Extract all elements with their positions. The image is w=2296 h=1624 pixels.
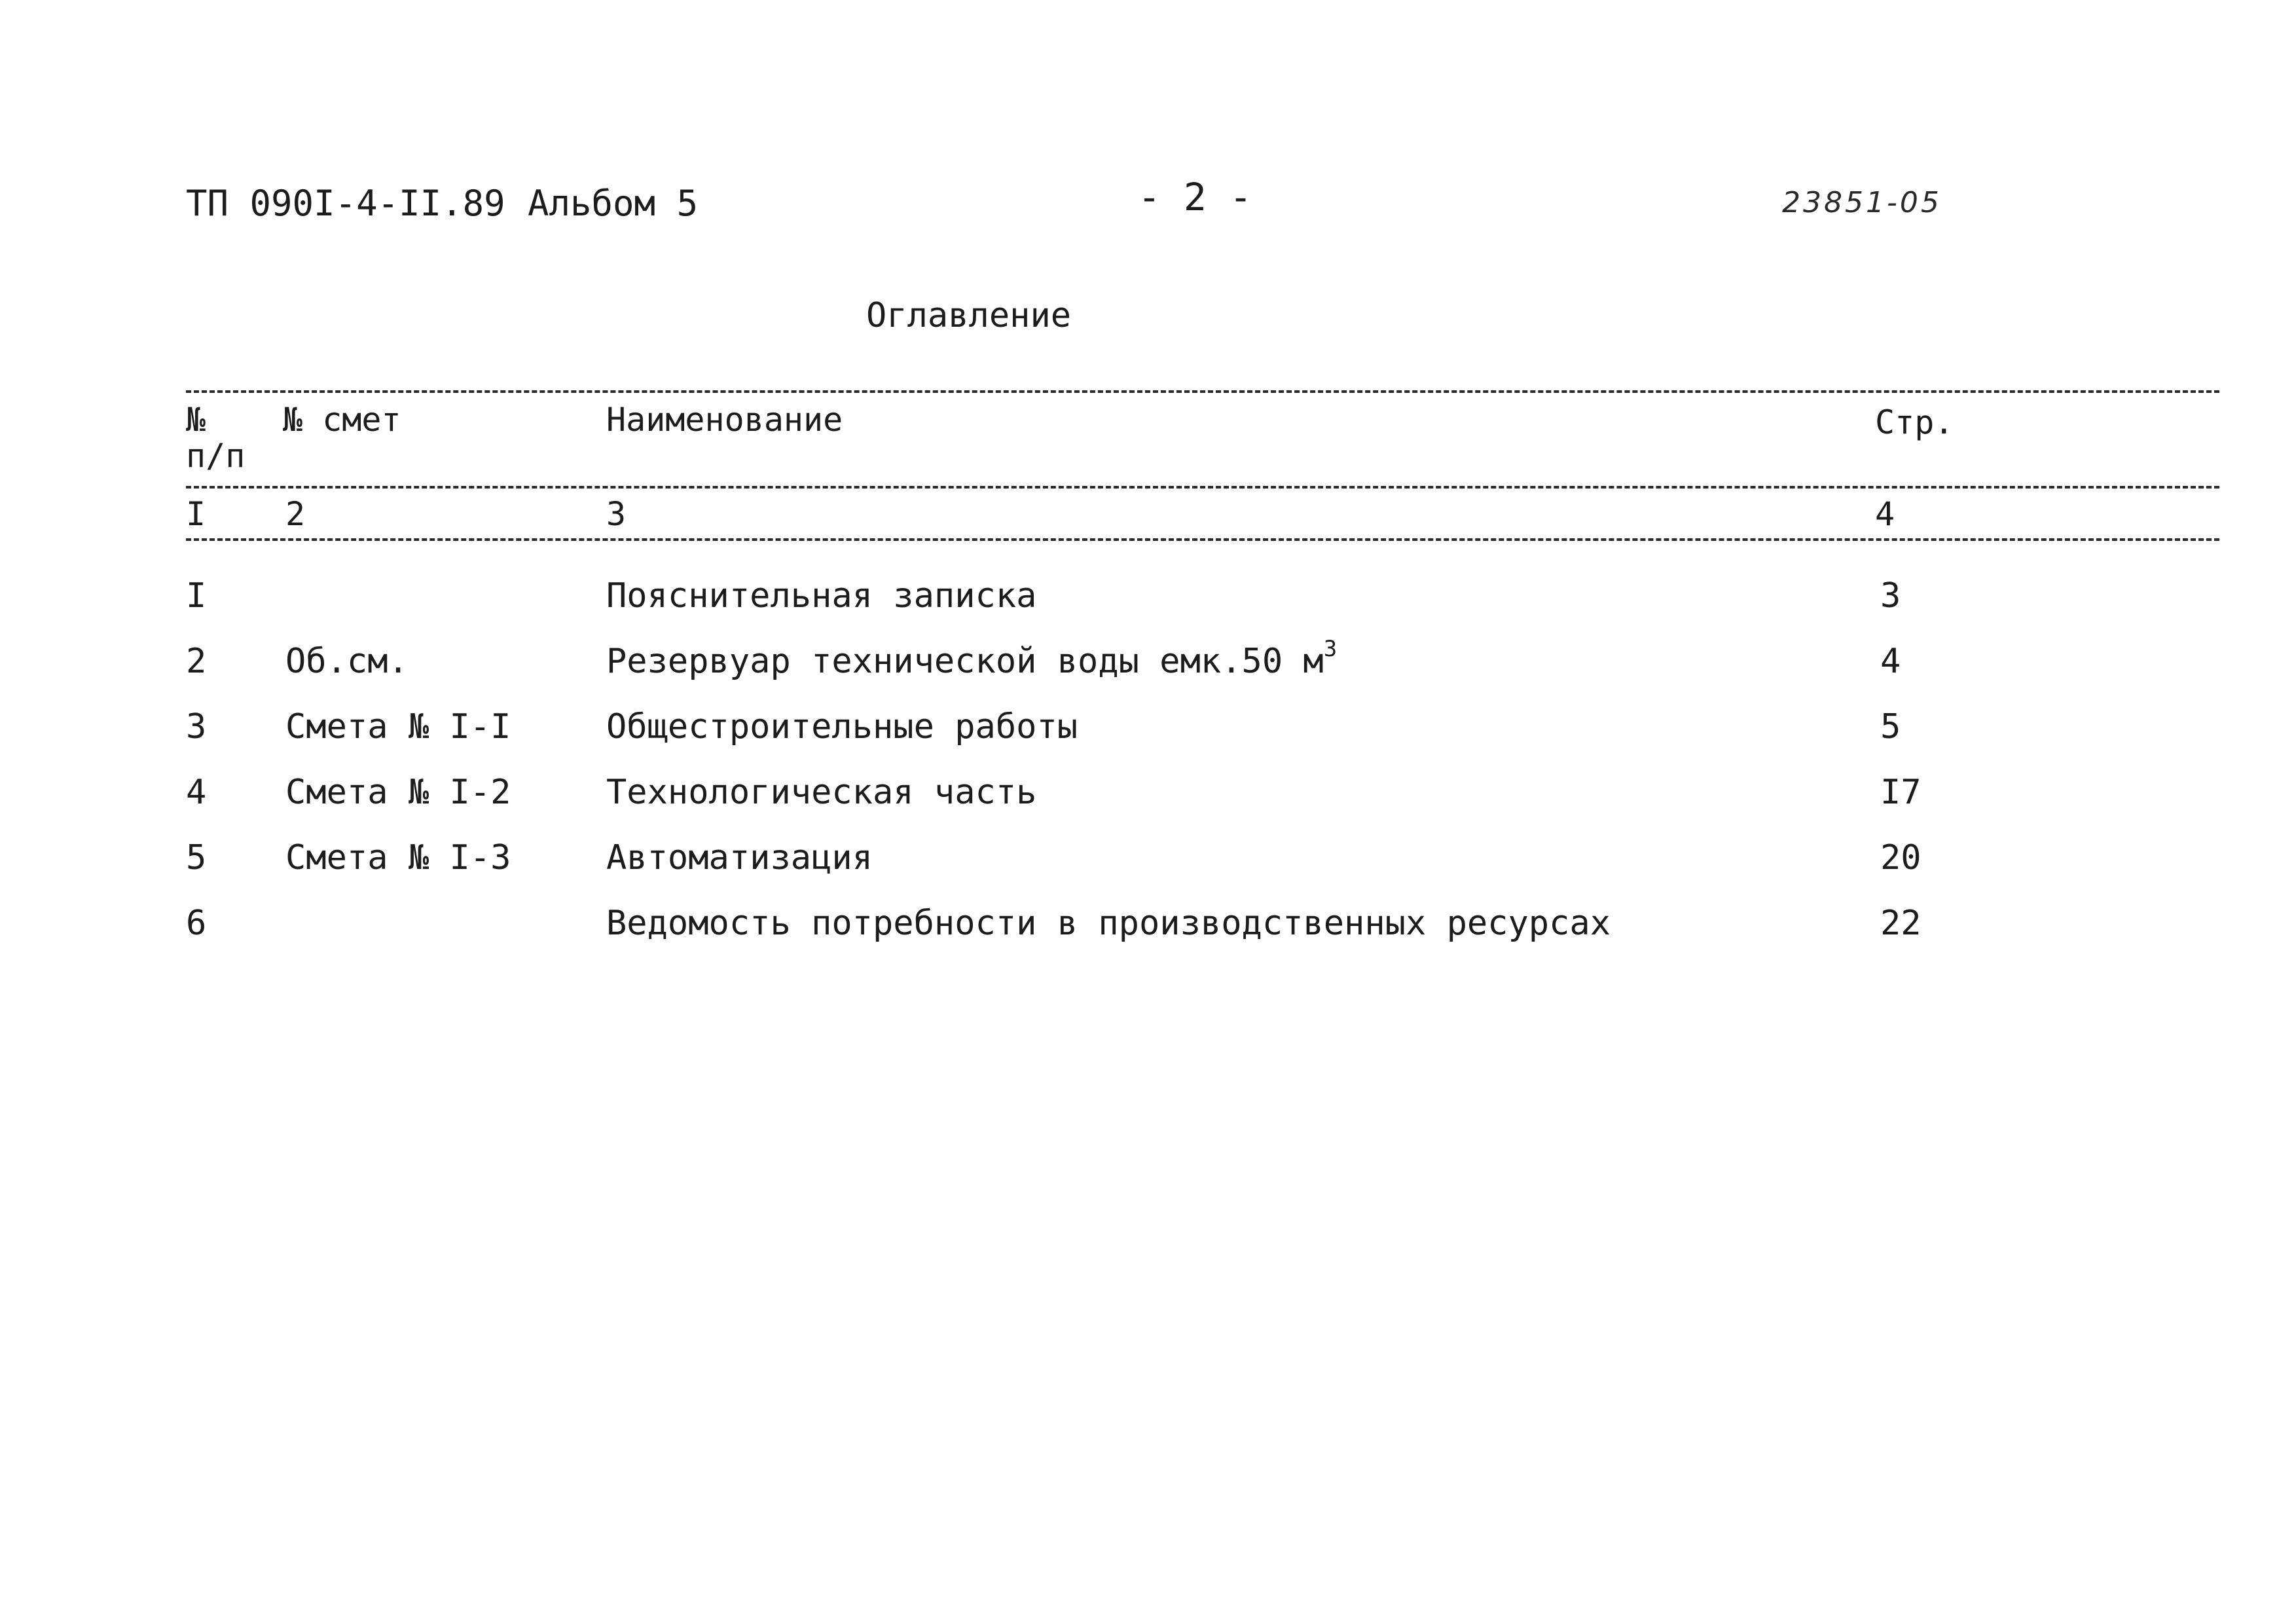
header-page: Стр. — [1875, 403, 1954, 441]
column-number-2: 2 — [285, 495, 306, 533]
row-page: 20 — [1880, 838, 1922, 877]
row-name — [606, 838, 873, 877]
header-estimate: № смет — [283, 401, 401, 439]
page-number: - 2 - — [1138, 175, 1252, 219]
row-page: 22 — [1880, 904, 1922, 943]
row-num: 2 — [186, 642, 207, 681]
header-num-line1: № — [186, 401, 206, 439]
row-estimate: Смета № I-2 — [285, 773, 511, 812]
row-name — [606, 636, 1338, 681]
row-estimate: Об.см. — [285, 642, 409, 681]
document-code: ТП 090I-4-II.89 — [186, 183, 505, 224]
row-name-text: Автоматизация — [606, 838, 873, 877]
table-row — [0, 576, 2296, 631]
row-name-text: Резервуар технической воды емк.50 м — [606, 642, 1324, 681]
row-name — [606, 576, 1037, 616]
row-num: 6 — [186, 904, 207, 943]
table-row — [0, 775, 2296, 828]
table-row — [0, 707, 2296, 762]
table-row — [0, 906, 2296, 959]
header-num-line2: п/п — [186, 437, 246, 475]
row-page: 3 — [1880, 576, 1901, 616]
table-row — [0, 838, 2296, 893]
column-number-4: 4 — [1875, 495, 1895, 533]
row-num: 3 — [186, 707, 207, 747]
row-name-sup: 3 — [1323, 636, 1338, 662]
row-name-text: Пояснительная записка — [606, 576, 1037, 616]
header-divider — [186, 486, 2219, 489]
row-name-text: Технологическая часть — [606, 773, 1037, 812]
row-name — [606, 773, 1037, 812]
row-num: 4 — [186, 773, 207, 812]
row-estimate: Смета № I-I — [285, 707, 511, 747]
header-name: Наименование — [606, 401, 843, 439]
row-name — [606, 904, 1611, 943]
row-num: I — [186, 576, 207, 616]
row-page: I7 — [1880, 773, 1922, 812]
row-name-text: Ведомость потребности в производственных ресурсах — [606, 904, 1611, 943]
table-row — [0, 636, 2296, 697]
header-num — [186, 402, 245, 474]
row-page: 5 — [1880, 707, 1901, 747]
row-name-text: Общестроительные работы — [606, 707, 1078, 747]
table-top-divider — [186, 390, 2219, 393]
row-name — [606, 707, 1078, 747]
album-label: Альбом 5 — [528, 183, 699, 224]
row-num: 5 — [186, 838, 207, 877]
page-title: Оглавление — [866, 296, 1072, 335]
column-number-1: I — [186, 495, 206, 533]
row-page: 4 — [1880, 642, 1901, 681]
column-number-divider — [186, 538, 2219, 541]
inventory-stamp: 23851-05 — [1782, 186, 1942, 219]
column-number-3: 3 — [606, 495, 627, 533]
row-estimate: Смета № I-3 — [285, 838, 511, 877]
